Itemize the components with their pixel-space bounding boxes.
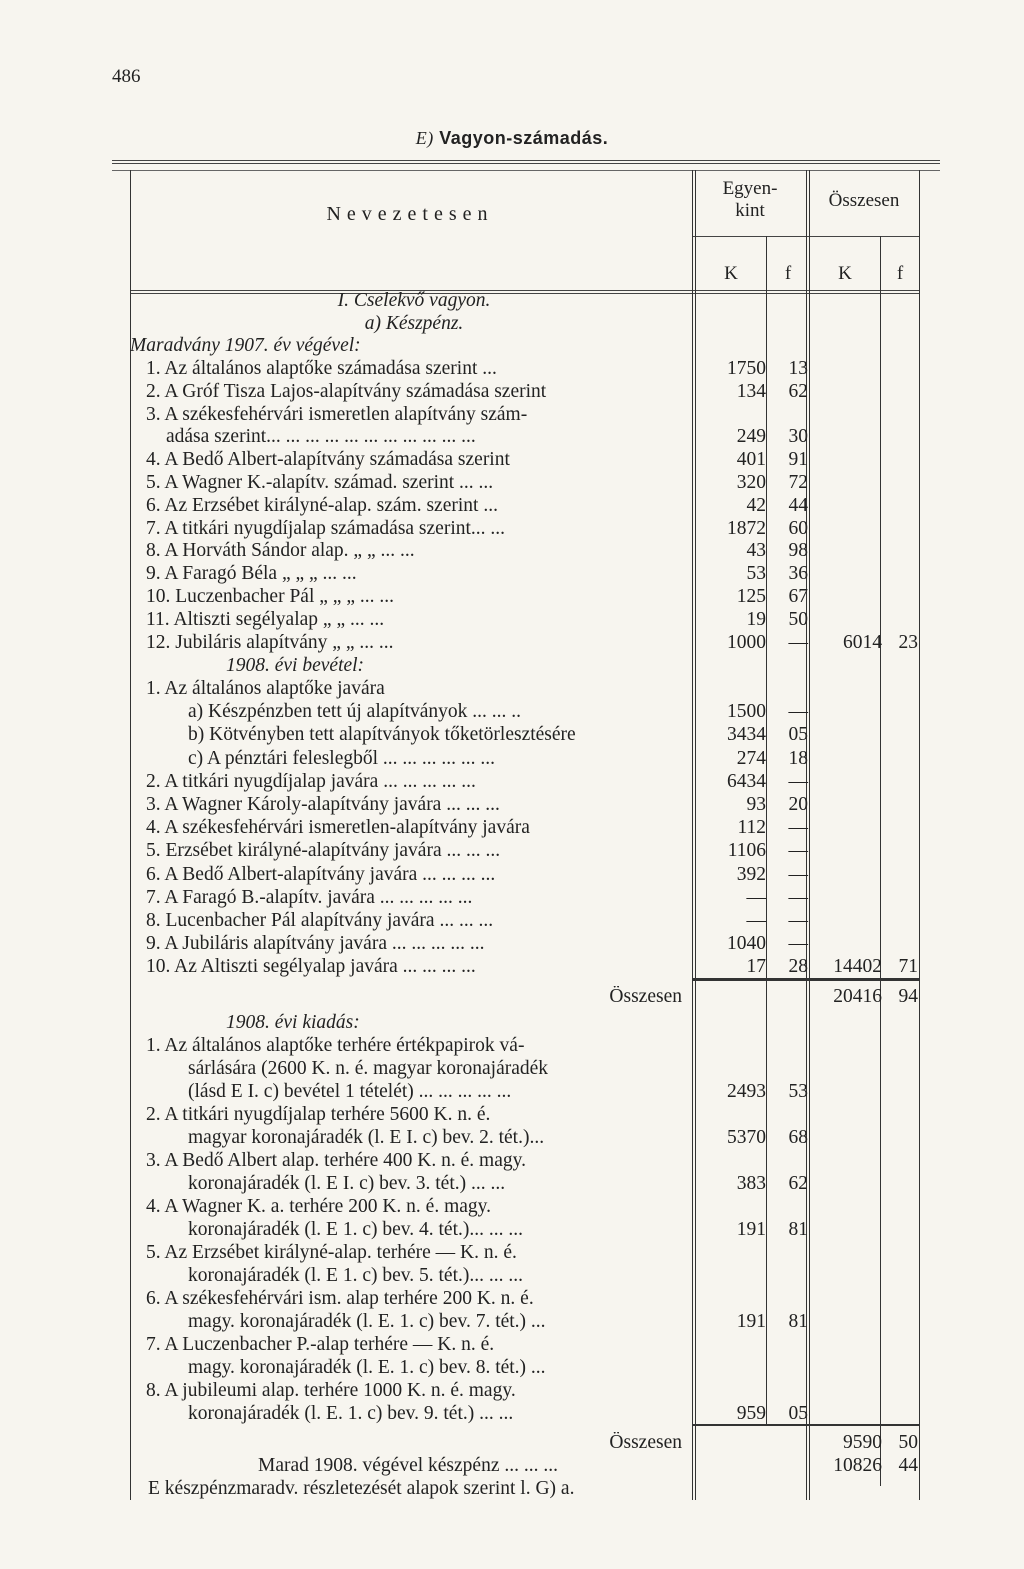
bevetel-row-k: 112 (737, 817, 766, 839)
maradvany-row-text: 5. A Wagner K.-alapítv. számad. szerint ... ... (146, 472, 494, 493)
osszesen-label-2: Összesen (609, 1432, 682, 1453)
marad-row (0, 1455, 1024, 1477)
maradvany-row-k: 249 (736, 426, 766, 448)
osszesen-row-2 (0, 1432, 1024, 1454)
kiadas-row (0, 1219, 1024, 1241)
kiadas-row-k: 383 (736, 1173, 766, 1194)
kiadas-row (0, 1242, 1024, 1264)
bevetel-row-f: — (788, 910, 808, 931)
bevetel-row-f: — (788, 770, 808, 792)
maradvany-row-text: 2. A Gróf Tisza Lajos-alapítvány számadása szerint (146, 380, 547, 402)
maradvany-row-f: 91 (788, 449, 808, 471)
bevetel-row-f: — (788, 863, 808, 885)
heading-cselekvo-vagyon: I. Cselekvő vagyon. (337, 290, 491, 311)
osszesen-row-1 (0, 986, 1024, 1008)
bevetel-row-f: — (788, 933, 808, 955)
kiadas-row-k: 191 (736, 1311, 766, 1332)
kiadas-row (0, 1150, 1024, 1172)
kiadas-row (0, 1058, 1024, 1080)
maradvany-row-k: 320 (736, 472, 766, 493)
maradvany-row (0, 381, 1024, 403)
section-letter: E) (415, 128, 434, 148)
kiadas-row (0, 1196, 1024, 1218)
maradvany-row-text: 12. Jubiláris alapítvány „ „ ... ... (146, 631, 394, 653)
maradvany-row-text: 6. Az Erzsébet királyné-alap. szám. szerint ... (146, 494, 498, 516)
bevetel-row (0, 794, 1024, 816)
kiadas-row-text: magy. koronajáradék (l. E. 1. c) bev. 8. tét.) ... (188, 1357, 546, 1378)
kiadas-row (0, 1104, 1024, 1126)
maradvany-row (0, 426, 1024, 448)
bevetel-row (0, 887, 1024, 909)
heading-bevetel: 1908. évi bevétel: (226, 655, 365, 676)
bevetel-row-f: — (788, 840, 808, 862)
bevetel-row-f: — (788, 817, 808, 839)
maradvany-row-text: 3. A székesfehérvári ismeretlen alapítvány szám- (146, 403, 528, 425)
header-egyenkint-line2: kint (735, 200, 765, 221)
kiadas-row-f: 81 (788, 1311, 808, 1332)
kiadas-row-text: 4. A Wagner K. a. terhére 200 K. n. é. magy. (146, 1196, 492, 1217)
kiadas-row-k: 5370 (727, 1127, 766, 1148)
bevetel-row-text: 4. A székesfehérvári ismeretlen-alapítvány javára (146, 817, 530, 839)
kiadas-row (0, 1288, 1024, 1310)
maradvany-row (0, 449, 1024, 471)
maradvany-row-f: 60 (788, 517, 808, 539)
kiadas-row (0, 1311, 1024, 1333)
kiadas-row (0, 1265, 1024, 1287)
bevetel-row (0, 678, 1024, 700)
maradvany-row-f: 44 (788, 494, 808, 516)
bevetel-row (0, 910, 1024, 932)
osszesen-f-2: 50 (898, 1432, 918, 1453)
maradvany-row (0, 472, 1024, 494)
maradvany-row (0, 586, 1024, 608)
bevetel-row-k2: 14402 (833, 956, 882, 978)
maradvany-row (0, 563, 1024, 585)
kiadas-row-text: (lásd E I. c) bevétel 1 tételét) ... ... ... ... ... (188, 1081, 512, 1102)
bevetel-row-text: 10. Az Altiszti segélyalap javára ... ... ... ... (146, 956, 476, 978)
maradvany-row (0, 495, 1024, 517)
maradvany-row-f: 13 (788, 358, 808, 379)
maradvany-row (0, 358, 1024, 380)
kiadas-row (0, 1403, 1024, 1425)
maradvany-row-text: 11. Altiszti segélyalap „ „ ... ... (146, 608, 385, 630)
bevetel-row-text: 8. Lucenbacher Pál alapítvány javára ... ... ... (146, 910, 494, 931)
maradvany-row-text: 1. Az általános alaptőke számadása szerint ... (146, 358, 497, 379)
bevetel-row-k: 1040 (727, 933, 766, 955)
kiadas-row-text: 3. A Bedő Albert alap. terhére 400 K. n. é. magy. (146, 1150, 526, 1171)
bevetel-row-f: 20 (788, 794, 808, 815)
kiadas-row (0, 1127, 1024, 1149)
osszesen-k-2: 9590 (843, 1432, 882, 1453)
header-k-1: K (724, 263, 738, 284)
kiadas-row-text: koronajáradék (l. E 1. c) bev. 4. tét.)... ... ... (188, 1219, 523, 1240)
maradvany-row-f: 67 (788, 586, 808, 607)
bevetel-row (0, 817, 1024, 839)
maradvany-row-text: 7. A titkári nyugdíjalap számadása szerint... ... (146, 517, 506, 539)
kiadas-row-f: 68 (788, 1127, 808, 1148)
maradvany-row-f: 98 (788, 540, 808, 562)
bevetel-row (0, 933, 1024, 955)
kiadas-row-k: 959 (736, 1403, 766, 1424)
bevetel-row-f2: 71 (898, 956, 918, 978)
kiadas-row-k: 191 (736, 1219, 766, 1240)
bevetel-row-k: 1500 (727, 701, 766, 723)
maradvany-row-f2: 23 (898, 631, 918, 653)
header-f-1: f (784, 263, 792, 284)
kiadas-row-text: 5. Az Erzsébet királyné-alap. terhére — K. n. é. (146, 1242, 517, 1263)
maradvany-row-k: 1872 (727, 517, 766, 539)
maradvany-row-k: 1750 (727, 358, 766, 379)
maradvany-row (0, 632, 1024, 654)
maradvany-row-k: 19 (746, 608, 766, 630)
maradvany-row-k: 401 (736, 449, 766, 471)
maradvany-row-text: 9. A Faragó Béla „ „ „ ... ... (146, 563, 357, 585)
section-title (0, 128, 1024, 149)
kiadas-row (0, 1380, 1024, 1402)
maradvany-row (0, 609, 1024, 631)
bevetel-row (0, 840, 1024, 862)
marad-k: 10826 (833, 1455, 882, 1476)
bevetel-row-text: 6. A Bedő Albert-alapítvány javára ... ... ... ... (146, 863, 496, 885)
maradvany-row-f: 62 (788, 380, 808, 402)
bevetel-row-text: 2. A titkári nyugdíjalap javára ... ... ... ... ... (146, 770, 476, 792)
maradvany-row-text: 10. Luczenbacher Pál „ „ „ ... ... (146, 586, 394, 607)
maradvany-row-k: 1000 (727, 631, 766, 653)
maradvany-row-k: 134 (736, 380, 766, 402)
kiadas-row-f: 62 (788, 1173, 808, 1194)
heading-maradvany: Maradvány 1907. év végével: (130, 335, 361, 356)
bevetel-row-f: 18 (788, 747, 808, 769)
osszesen-k-1: 20416 (833, 986, 882, 1007)
kiadas-row-k: 2493 (727, 1081, 766, 1102)
kiadas-row-text: koronajáradék (l. E 1. c) bev. 5. tét.)... ... ... (188, 1265, 523, 1286)
maradvany-row-k: 53 (746, 563, 766, 585)
header-osszesen: Összesen (828, 190, 900, 211)
bevetel-row-f: — (788, 886, 808, 908)
page-number: 486 (112, 66, 141, 87)
kiadas-row (0, 1357, 1024, 1379)
header-egyenkint-line1: Egyen- (722, 178, 778, 199)
bevetel-row (0, 724, 1024, 746)
bevetel-row-k: 17 (746, 956, 766, 978)
bevetel-row-k: 392 (736, 863, 766, 885)
maradvany-row (0, 518, 1024, 540)
maradvany-row-f: 30 (788, 426, 808, 448)
kiadas-row-text: koronajáradék (l. E I. c) bev. 3. tét.) ... ... (188, 1173, 506, 1194)
bevetel-row-k: 274 (736, 747, 766, 769)
marad-text: Marad 1908. végével készpénz ... ... ... (258, 1455, 558, 1476)
kiadas-row-text: 7. A Luczenbacher P.-alap terhére — K. n. é. (146, 1334, 495, 1355)
kiadas-row-text: sárlására (2600 K. n. é. magyar koronajáradék (188, 1058, 549, 1079)
osszesen-label-1: Összesen (609, 986, 682, 1007)
bevetel-row (0, 956, 1024, 978)
maradvany-row-k: 43 (746, 540, 766, 562)
maradvany-row-f: 72 (788, 472, 808, 493)
kiadas-row (0, 1173, 1024, 1195)
kiadas-row-text: 2. A titkári nyugdíjalap terhére 5600 K. n. é. (146, 1104, 491, 1125)
kiadas-row-f: 81 (788, 1219, 808, 1240)
header-k-2: K (838, 263, 852, 284)
header-f-2: f (896, 263, 904, 284)
bevetel-row-text: 3. A Wagner Károly-alapítvány javára ... ... ... (146, 794, 500, 815)
maradvany-row-text: adása szerint... ... ... ... ... ... ... ... ... ... ... (166, 426, 476, 448)
marad-f: 44 (898, 1455, 918, 1476)
bevetel-row (0, 701, 1024, 723)
bevetel-row-f: 28 (788, 956, 808, 978)
kiadas-row-text: 8. A jubileumi alap. terhére 1000 K. n. é. magy. (146, 1380, 516, 1401)
kiadas-row-text: magy. koronajáradék (l. E. 1. c) bev. 7. tét.) ... (188, 1311, 546, 1332)
bevetel-row-f: — (788, 701, 808, 723)
maradvany-row-k: 42 (746, 494, 766, 516)
maradvany-row (0, 404, 1024, 426)
maradvany-row-text: 8. A Horváth Sándor alap. „ „ ... ... (146, 540, 415, 562)
footnote-row (0, 1478, 1024, 1500)
kiadas-row-text: 6. A székesfehérvári ism. alap terhére 200 K. n. é. (146, 1288, 534, 1309)
footnote: E készpénzmaradv. részletezését alapok szerint l. G) a. (148, 1478, 575, 1499)
bevetel-row-text: c) A pénztári feleslegből ... ... ... ... ... ... (188, 747, 496, 769)
maradvany-row-f: 36 (788, 563, 808, 585)
bevetel-row-k: — (746, 910, 766, 931)
header-egyenkint (692, 178, 808, 222)
bevetel-row-text: 5. Erzsébet királyné-alapítvány javára ... ... ... (146, 840, 501, 862)
heading-keszpenz: a) Készpénz. (364, 313, 464, 334)
maradvany-row-f: 50 (788, 608, 808, 630)
bevetel-row-text: 7. A Faragó B.-alapítv. javára ... ... ... ... ... (146, 886, 473, 908)
kiadas-row-text: 1. Az általános alaptőke terhére értékpapirok vá- (146, 1035, 525, 1056)
bevetel-row-k: 6434 (727, 770, 766, 792)
osszesen-f-1: 94 (898, 986, 918, 1007)
kiadas-row (0, 1081, 1024, 1103)
header-nevezetesen: Nevezetesen (326, 203, 494, 225)
maradvany-row-text: 4. A Bedő Albert-alapítvány számadása szerint (146, 449, 510, 471)
bevetel-row (0, 771, 1024, 793)
kiadas-row (0, 1334, 1024, 1356)
bevetel-row-text: a) Készpénzben tett új alapítványok ... ... .. (188, 701, 522, 723)
section-title-text: Vagyon-számadás. (439, 128, 609, 148)
maradvany-row (0, 540, 1024, 562)
bevetel-row-f: 05 (788, 724, 808, 746)
kiadas-row-f: 53 (788, 1081, 808, 1102)
bevetel-row-k: 93 (746, 794, 766, 815)
kiadas-row-text: koronajáradék (l. E. 1. c) bev. 9. tét.) ... ... (188, 1403, 514, 1424)
bevetel-row (0, 748, 1024, 770)
bevetel-row-text: b) Kötvényben tett alapítványok tőketörlesztésére (188, 724, 576, 746)
bevetel-row-k: 1106 (727, 840, 766, 862)
bevetel-row-k: 3434 (727, 724, 766, 746)
bevetel-row-text: 9. A Jubiláris alapítvány javára ... ... ... ... ... (146, 933, 485, 955)
bevetel-row-k: — (746, 886, 766, 908)
bevetel-row-text: 1. Az általános alaptőke javára (146, 678, 385, 699)
maradvany-row-k2: 6014 (843, 631, 882, 653)
kiadas-row-text: magyar koronajáradék (l. E I. c) bev. 2. tét.)... (188, 1127, 545, 1148)
kiadas-row-f: 05 (788, 1403, 808, 1424)
heading-kiadas: 1908. évi kiadás: (226, 1012, 360, 1033)
maradvany-row-k: 125 (736, 586, 766, 607)
maradvany-row-f: — (788, 631, 808, 653)
kiadas-row (0, 1035, 1024, 1057)
bevetel-row (0, 864, 1024, 886)
